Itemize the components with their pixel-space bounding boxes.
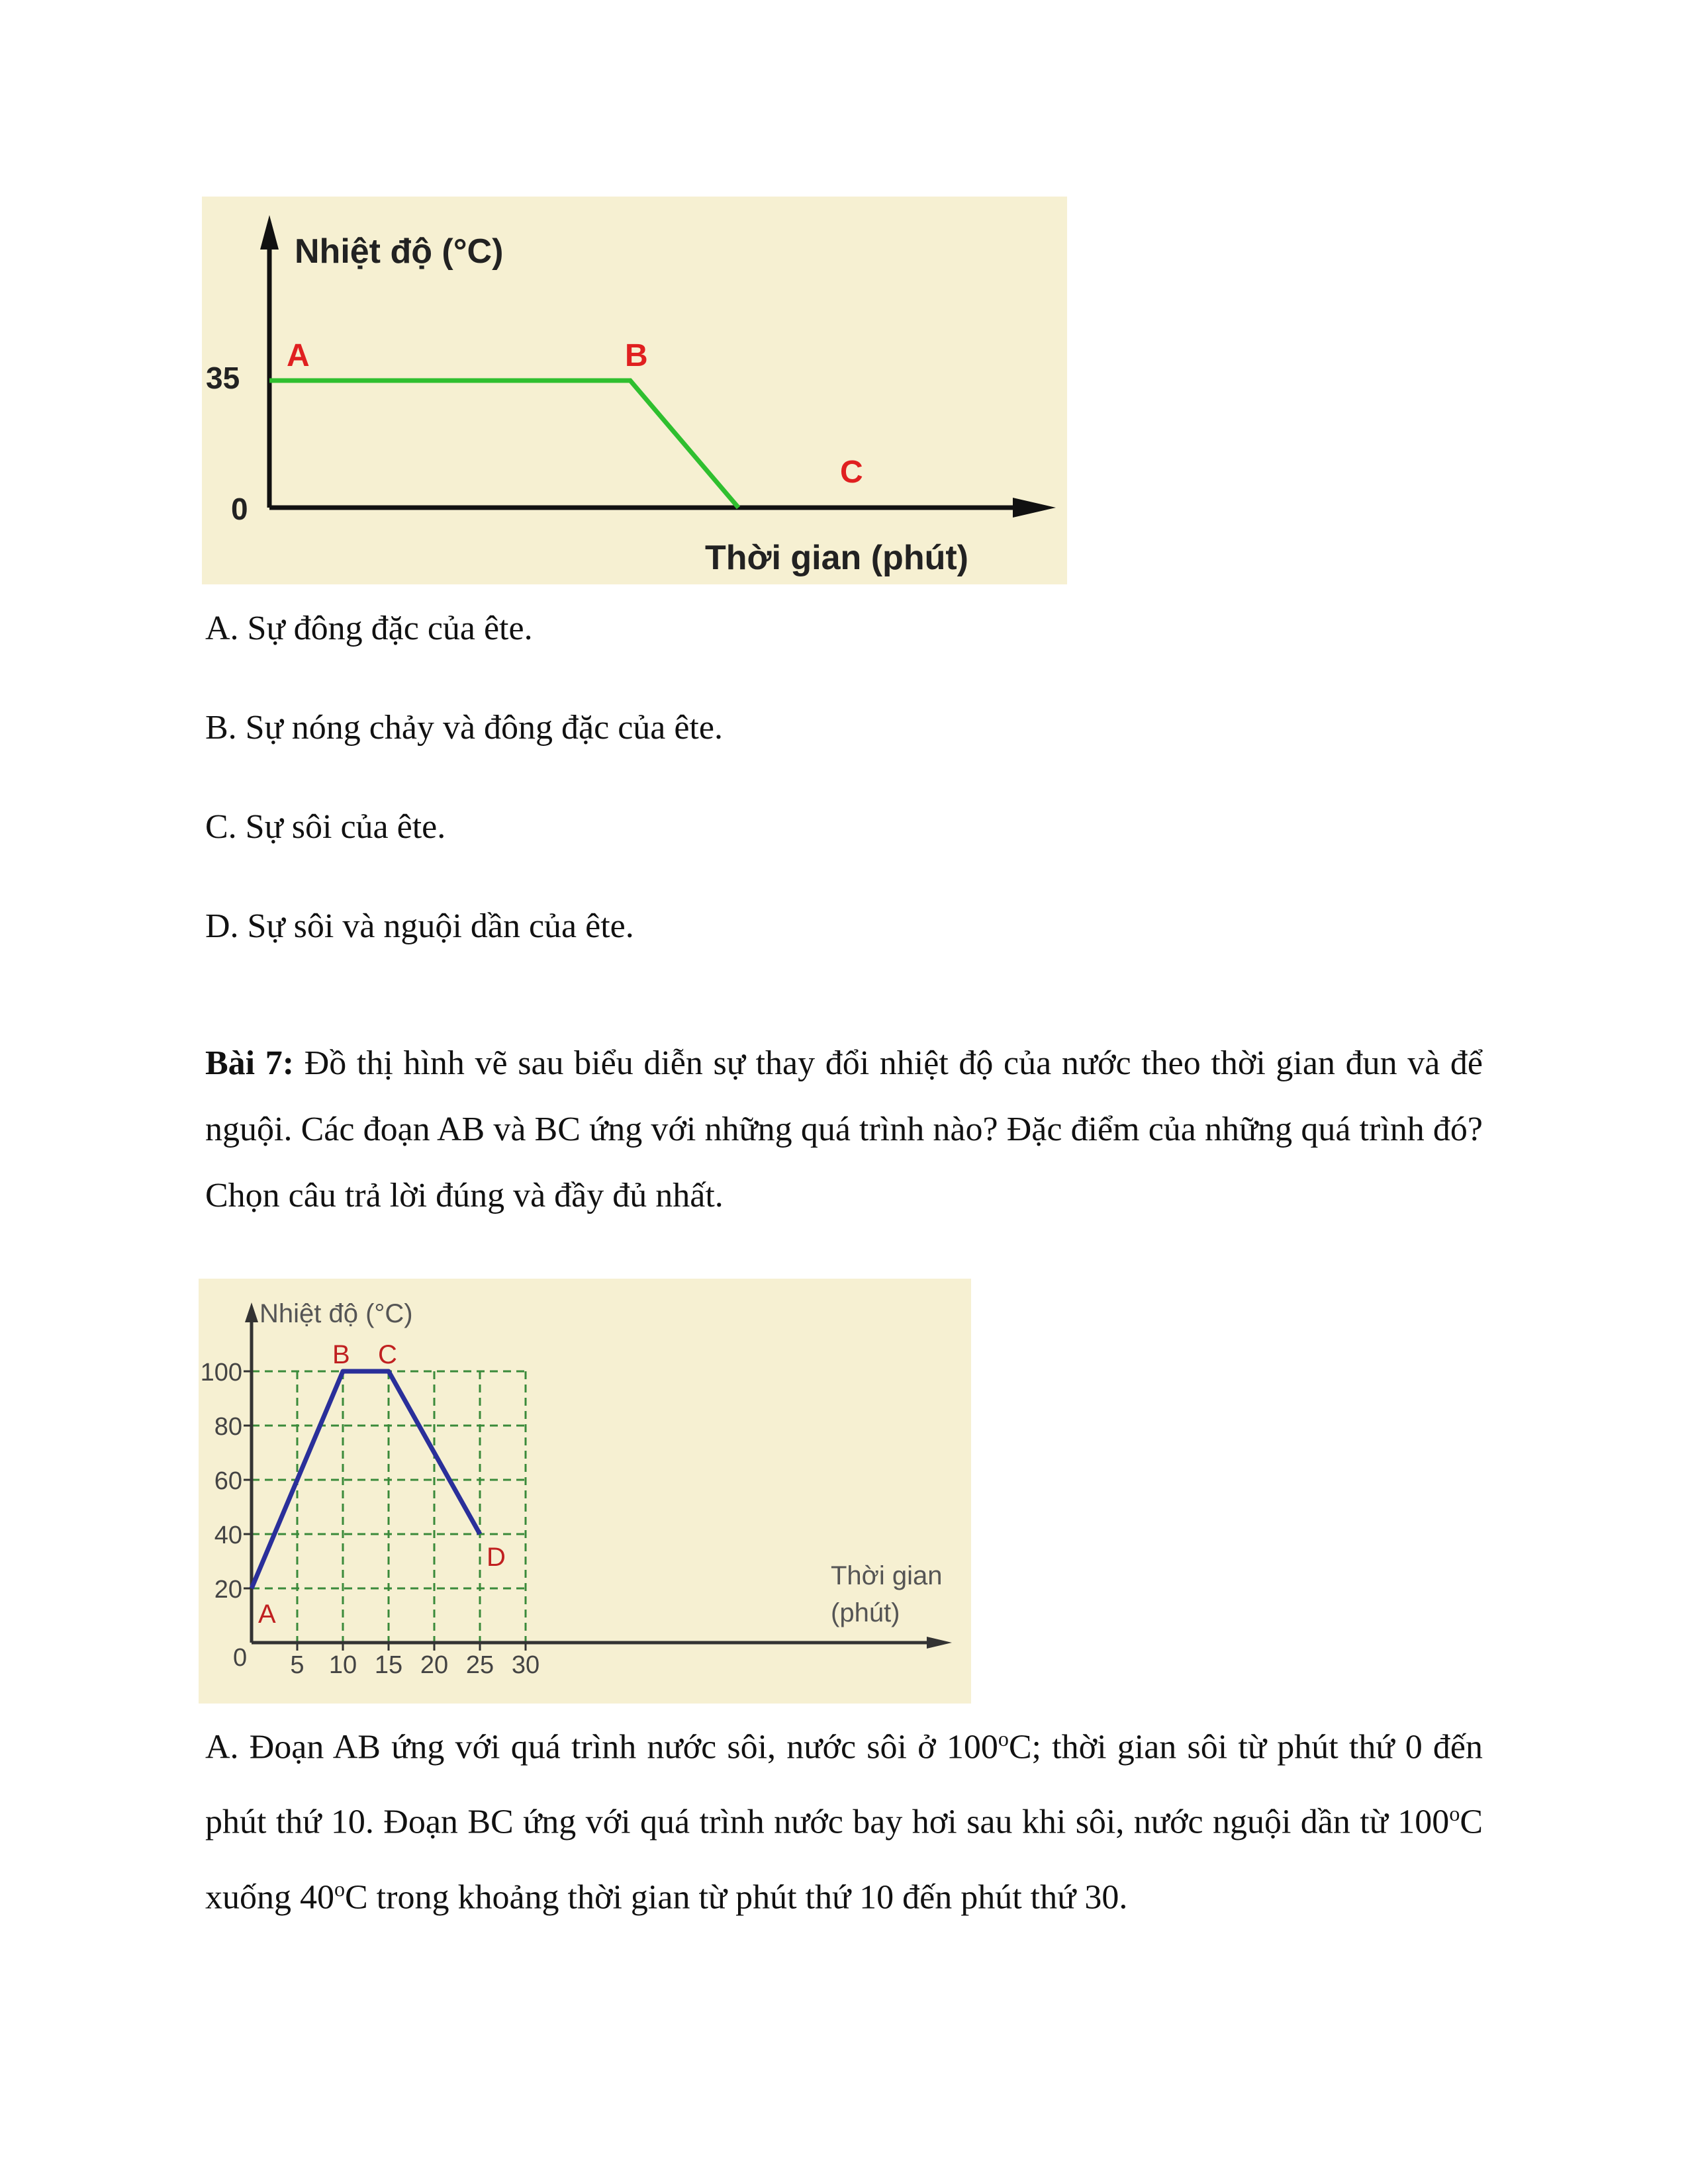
x-tick-label: 10 <box>328 1651 357 1679</box>
point-label-d: D <box>487 1543 506 1572</box>
y-axis-title: Nhiệt độ (°C) <box>295 232 504 271</box>
point-label-c: C <box>840 455 863 490</box>
origin-label: 0 <box>233 1644 248 1672</box>
point-label-a: A <box>287 338 310 373</box>
option-b: B. Sự nóng chảy và đông đặc của ête. <box>205 709 723 747</box>
question-7 <box>205 1030 1483 1229</box>
figure-ete-chart <box>202 197 1067 584</box>
x-tick-label: 5 <box>290 1651 305 1679</box>
point-label-a: A <box>258 1600 276 1629</box>
point-label-c: C <box>378 1340 397 1369</box>
y-tick-label: 0 <box>231 492 248 526</box>
question-label: Bài 7: <box>205 1044 295 1082</box>
y-tick-label: 20 <box>214 1576 242 1604</box>
option-c: C. Sự sôi của ête. <box>205 808 446 846</box>
y-tick-label: 40 <box>214 1522 242 1549</box>
y-tick-label: 60 <box>214 1467 242 1495</box>
x-tick-label: 15 <box>374 1651 403 1679</box>
question-text: Đồ thị hình vẽ sau biểu diễn sự thay đổi nhiệt độ của nước theo thời gian đun và để nguội. Các đoạn AB và BC ứng với những quá trình nào? Đặc điểm của những quá trình đó? Chọn câu trả lời đúng và đầy đủ nhất. <box>205 1044 1483 1214</box>
y-tick-label: 35 <box>206 361 240 395</box>
x-axis-title-line: (phút) <box>831 1598 900 1627</box>
y-axis-title: Nhiệt độ (°C) <box>259 1299 413 1328</box>
point-label-b: B <box>625 338 648 373</box>
y-tick-label: 100 <box>200 1359 242 1387</box>
option-a: A. Sự đông đặc của ête. <box>205 610 533 647</box>
x-axis-title: Thời gian (phút) <box>705 539 968 577</box>
chart-background <box>199 1279 971 1704</box>
x-tick-label: 20 <box>420 1651 449 1679</box>
option-a-answer: A. Đoạn AB ứng với quá trình nước sôi, nước sôi ở 100$^o$C; thời gian sôi từ phút thứ 0 đến phút thứ 10. Đoạn BC ứng với quá trình nước bay hơi sau khi sôi, nước nguội dần từ 100$^o$C xuống 40$^o$C trong khoảng thời gian từ phút thứ 10 đến phút thứ 30. <box>205 1727 1483 1916</box>
x-tick-label: 25 <box>465 1651 494 1679</box>
option-d: D. Sự sôi và nguội dần của ête. <box>205 907 634 945</box>
x-tick-label: 30 <box>511 1651 540 1679</box>
point-label-b: B <box>332 1340 350 1369</box>
x-axis-title-line: Thời gian <box>831 1561 943 1590</box>
figure-water-chart <box>199 1279 971 1704</box>
y-tick-label: 80 <box>214 1413 242 1441</box>
